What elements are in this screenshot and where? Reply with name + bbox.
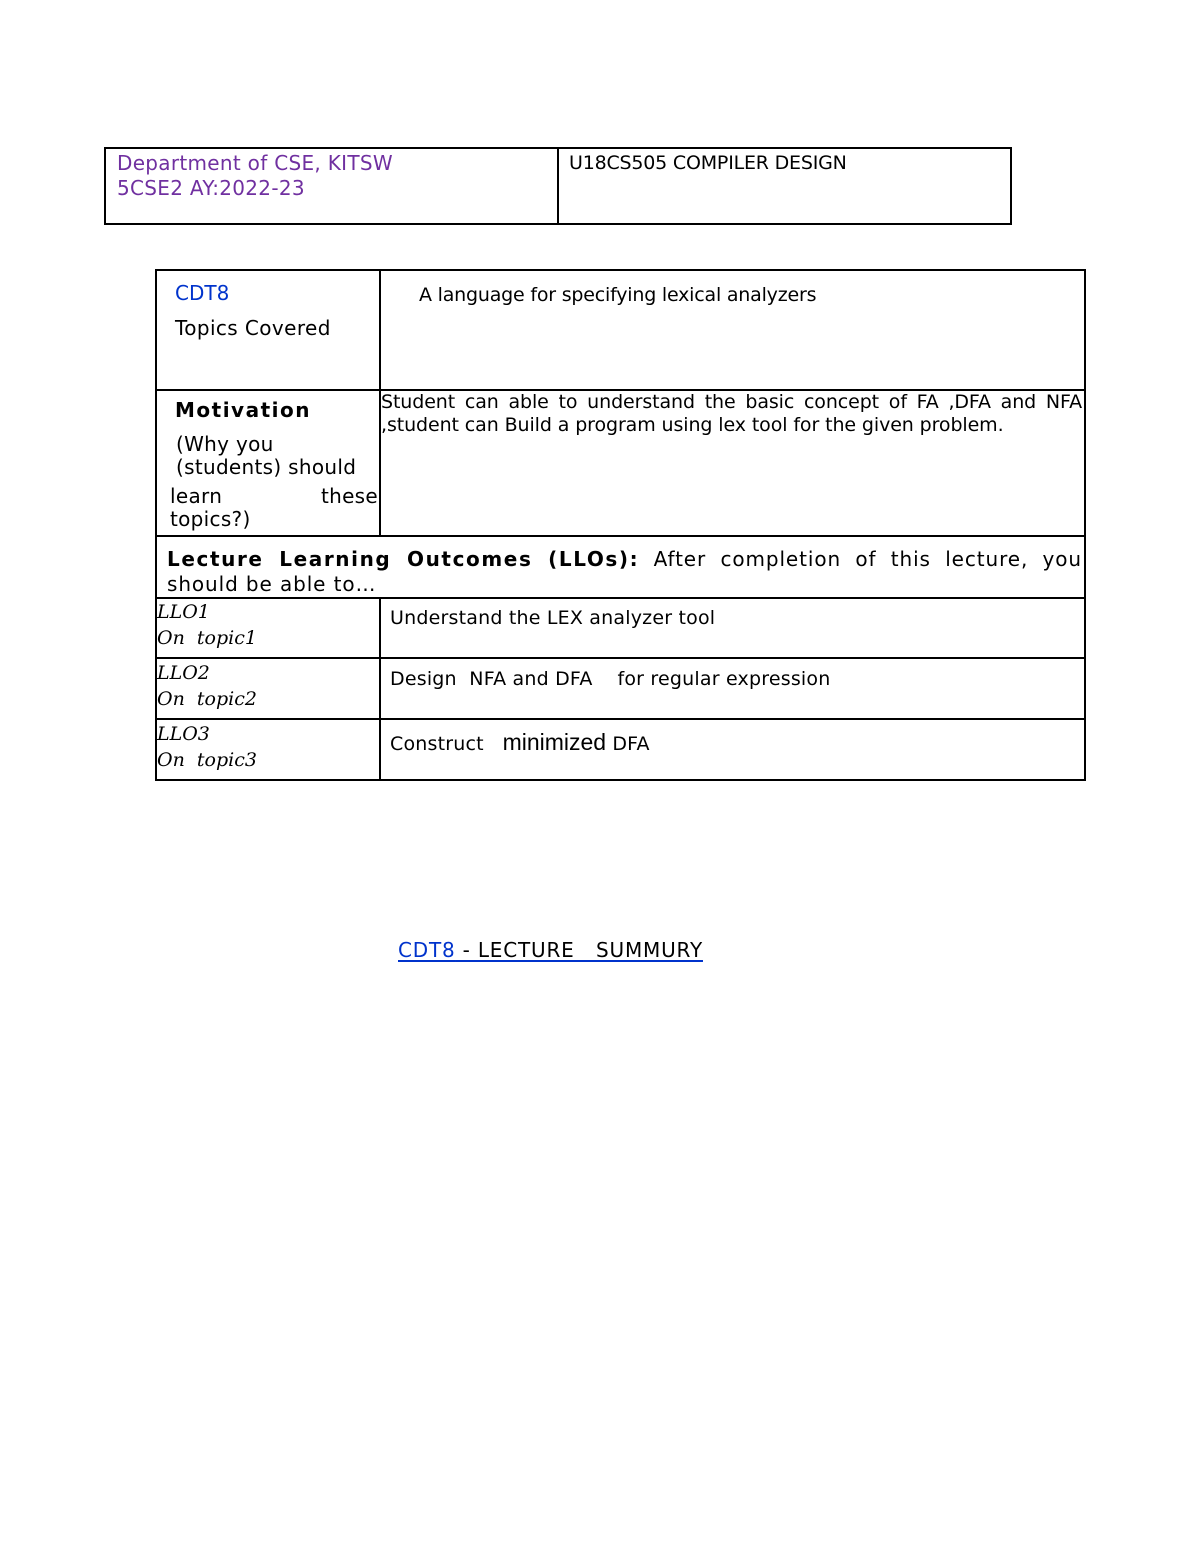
llo-id-cell [157,658,381,718]
llo-heading-bold: Lecture Learning Outcomes (LLOs): [167,547,640,571]
llo-row [157,597,1084,659]
llo-text: Understand the LEX analyzer tool [390,607,716,629]
llo-text-cell [381,719,1084,779]
llo-heading [167,547,1082,597]
motivation-sub-line: topics?) [170,507,251,531]
llo-number: LLO1 [157,601,210,623]
lesson-plan-table [155,269,1086,781]
motivation-row [157,389,1084,537]
topics-row [157,271,1084,391]
llo-text: Design NFA and DFA for regular expression [390,668,831,690]
llo-topic: On topic2 [157,688,257,710]
llo-text-cell [381,658,1084,718]
llo-id-cell [157,597,381,657]
llo-heading-row [157,537,1084,599]
llo-row [157,658,1084,720]
topics-content-cell [381,271,1084,389]
header-course-cell [559,149,1010,223]
llo-id [157,599,257,651]
topics-label-cell [157,271,381,389]
summary-title-text: - LECTURE SUMMURY [455,938,703,962]
llo-text [390,729,650,756]
llo-number: LLO2 [157,662,210,684]
llo-id-cell [157,719,381,779]
llo-number: LLO3 [157,723,210,745]
llo-text-pre: Construct [390,733,503,755]
motivation-title: Motivation [175,398,311,422]
llo-heading-rest: After completion of this lecture, you should be able to… [167,547,1083,596]
lecture-summary-title [398,938,703,962]
llo-text-emphasis: minimized [502,729,607,755]
llo-id [157,721,257,773]
summary-code: CDT8 [398,938,456,962]
motivation-sub-word: these [320,484,378,508]
class-year: 5CSE2 AY:2022-23 [117,176,305,200]
course-title: U18CS505 COMPILER DESIGN [569,152,847,174]
department-name: Department of CSE, KITSW [117,151,393,175]
motivation-sub-line: (students) should [176,455,357,479]
topics-covered-label: Topics Covered [175,316,331,340]
llo-id [157,660,257,712]
motivation-subtitle [170,433,378,531]
llo-text-cell [381,597,1084,657]
lesson-code: CDT8 [175,281,230,305]
motivation-label-cell [157,389,381,535]
motivation-content-cell [381,389,1084,535]
llo-topic: On topic3 [157,749,257,771]
llo-topic: On topic1 [157,627,257,649]
header-department-cell [106,149,559,223]
motivation-sub-line [170,485,378,508]
motivation-sub-line: (Why you [176,432,274,456]
motivation-text: Student can able to understand the basic concept of FA ,DFA and NFA ,student can Build a program using lex tool for the given problem. [381,391,1082,436]
header-table [104,147,1012,225]
topic-text: A language for specifying lexical analyzers [419,284,817,306]
llo-row [157,719,1084,779]
llo-text-post: DFA [606,733,650,755]
motivation-sub-word: learn [170,484,223,508]
